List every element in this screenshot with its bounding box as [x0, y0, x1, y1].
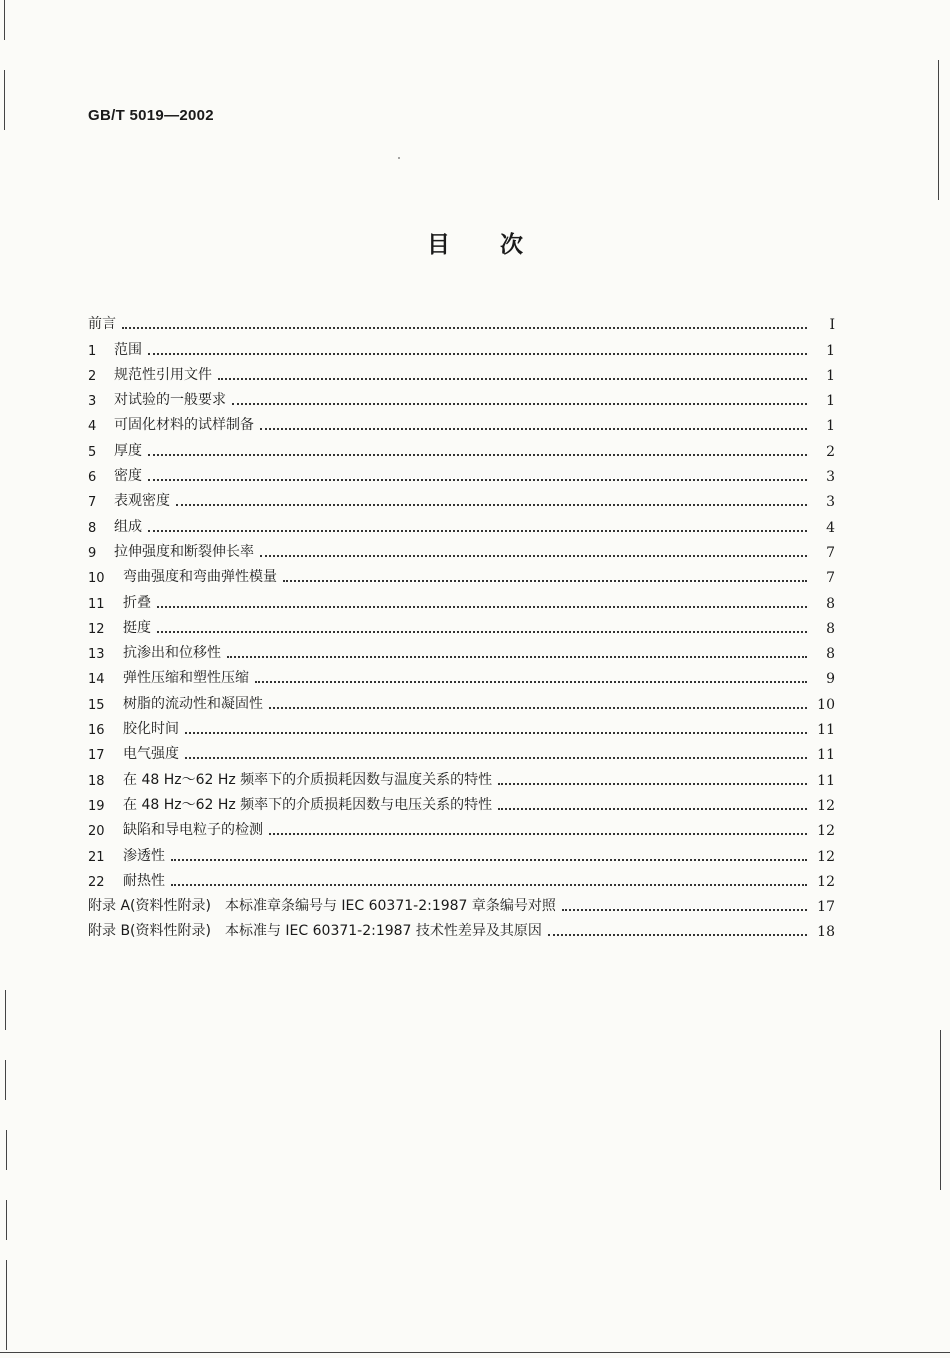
scan-edge-right — [938, 60, 939, 200]
toc-entry-number: 4 — [88, 419, 97, 435]
toc-entry[interactable] — [88, 763, 835, 788]
toc-entry-number: 7 — [88, 495, 97, 511]
toc-dot-leader — [260, 427, 807, 430]
toc-dot-leader — [283, 579, 807, 582]
toc-dot-leader — [148, 352, 807, 355]
toc-entry-page: 11 — [817, 722, 835, 739]
toc-entry[interactable] — [88, 485, 835, 510]
toc-entry[interactable] — [88, 536, 835, 561]
toc-entry-page: 3 — [826, 469, 835, 486]
toc-entry-label: 渗透性 — [123, 847, 165, 864]
toc-entry-label: 树脂的流动性和凝固性 — [123, 695, 263, 712]
toc-dot-leader — [157, 605, 807, 608]
toc-entry-label: 折叠 — [123, 594, 151, 611]
toc-dot-leader — [148, 478, 807, 481]
toc-entry-page: 8 — [826, 595, 835, 612]
toc-entry-page: 4 — [826, 519, 835, 536]
toc-entry[interactable] — [88, 789, 835, 814]
toc-entry[interactable] — [88, 333, 835, 358]
toc-entry-label: 范围 — [114, 341, 142, 358]
toc-dot-leader — [260, 554, 807, 557]
toc-entry-page: 8 — [826, 646, 835, 663]
toc-entry-label: 可固化材料的试样制备 — [114, 417, 254, 434]
toc-dot-leader — [498, 807, 807, 810]
toc-entry-number: 20 — [88, 824, 105, 840]
toc-entry-label: 前言 — [88, 316, 116, 333]
toc-entry-number: 19 — [88, 798, 105, 814]
toc-entry-label: 在 48 Hz～62 Hz 频率下的介质损耗因数与温度关系的特性 — [123, 771, 493, 788]
toc-entry[interactable] — [88, 561, 835, 586]
toc-dot-leader — [185, 756, 807, 759]
toc-entry-page: 12 — [817, 873, 835, 890]
toc-entry-number: 12 — [88, 621, 105, 637]
toc-entry-label: 弯曲强度和弯曲弹性模量 — [123, 569, 277, 586]
toc-entry[interactable] — [88, 713, 835, 738]
table-of-contents — [88, 308, 835, 940]
scan-edge-left — [4, 0, 5, 40]
toc-dot-leader — [562, 908, 807, 911]
toc-entry[interactable] — [88, 890, 835, 915]
toc-entry-page: 9 — [826, 671, 835, 688]
toc-entry-label: 弹性压缩和塑性压缩 — [123, 670, 249, 687]
toc-dot-leader — [171, 858, 807, 861]
toc-entry-label: 密度 — [114, 468, 142, 485]
toc-entry-page: 1 — [826, 418, 835, 435]
toc-entry-page: 2 — [826, 443, 835, 460]
toc-entry-number: 11 — [88, 596, 105, 612]
toc-dot-leader — [232, 402, 807, 405]
toc-entry-page: 17 — [817, 899, 835, 916]
toc-entry-number: 14 — [88, 672, 105, 688]
toc-entry-label: 组成 — [114, 518, 142, 535]
toc-dot-leader — [157, 630, 807, 633]
toc-dot-leader — [269, 706, 807, 709]
toc-dot-leader — [185, 731, 807, 734]
toc-dot-leader — [269, 832, 807, 835]
toc-entry-page: 12 — [817, 797, 835, 814]
standard-code: GB/T 5019—2002 — [88, 107, 214, 124]
toc-entry[interactable] — [88, 865, 835, 890]
toc-entry-label: 拉伸强度和断裂伸长率 — [114, 543, 254, 560]
toc-entry-page: 8 — [826, 620, 835, 637]
toc-entry[interactable] — [88, 637, 835, 662]
toc-entry[interactable] — [88, 738, 835, 763]
toc-entry-page: 1 — [826, 393, 835, 410]
toc-dot-leader — [498, 782, 807, 785]
toc-entry[interactable] — [88, 612, 835, 637]
toc-entry-label: 挺度 — [123, 619, 151, 636]
scan-edge-left — [4, 70, 5, 130]
toc-entry-number: 3 — [88, 394, 97, 410]
toc-entry-number: 1 — [88, 343, 97, 359]
toc-entry[interactable] — [88, 586, 835, 611]
toc-entry-page: 12 — [817, 848, 835, 865]
toc-entry-page: 3 — [826, 494, 835, 511]
toc-dot-leader — [255, 680, 807, 683]
title-char-2: 次 — [500, 232, 523, 258]
toc-entry-page: 11 — [817, 772, 835, 789]
toc-dot-leader — [148, 529, 807, 532]
toc-entry-page: 7 — [826, 544, 835, 561]
toc-entry-label: 附录 A(资料性附录) 本标准章条编号与 IEC 60371-2:1987 章条编号对照 — [88, 898, 556, 915]
page-title — [0, 226, 950, 259]
toc-entry-number: 17 — [88, 748, 105, 764]
toc-entry-page: 18 — [817, 924, 835, 941]
toc-entry-page: 11 — [817, 747, 835, 764]
toc-entry-label: 缺陷和导电粒子的检测 — [123, 822, 263, 839]
toc-entry-label: 耐热性 — [123, 872, 165, 889]
toc-entry-label: 规范性引用文件 — [114, 366, 212, 383]
toc-dot-leader — [227, 655, 807, 658]
toc-entry-number: 16 — [88, 723, 105, 739]
toc-dot-leader — [218, 377, 807, 380]
toc-entry-number: 22 — [88, 874, 105, 890]
toc-entry[interactable] — [88, 409, 835, 434]
toc-entry-number: 21 — [88, 849, 105, 865]
toc-entry-page: 12 — [817, 823, 835, 840]
scan-edge-right — [940, 1030, 941, 1190]
toc-entry-label: 表观密度 — [114, 493, 170, 510]
title-char-1: 目 — [427, 232, 450, 258]
toc-entry[interactable] — [88, 308, 835, 333]
toc-entry[interactable] — [88, 384, 835, 409]
scan-edge-bottom — [0, 1352, 950, 1353]
scan-edge-left — [6, 1130, 7, 1170]
toc-entry-number: 6 — [88, 470, 97, 486]
toc-entry-number: 10 — [88, 571, 105, 587]
scan-edge-left — [6, 1260, 7, 1350]
toc-entry[interactable] — [88, 814, 835, 839]
scan-edge-left — [5, 990, 6, 1030]
toc-entry-page: 1 — [826, 342, 835, 359]
toc-entry-number: 2 — [88, 368, 97, 384]
toc-entry[interactable] — [88, 359, 835, 384]
toc-entry-label: 抗渗出和位移性 — [123, 645, 221, 662]
toc-entry-label: 胶化时间 — [123, 721, 179, 738]
toc-entry-label: 电气强度 — [123, 746, 179, 763]
toc-entry[interactable] — [88, 510, 835, 535]
toc-entry[interactable] — [88, 662, 835, 687]
toc-entry-number: 5 — [88, 444, 97, 460]
toc-dot-leader — [122, 326, 807, 329]
toc-dot-leader — [148, 453, 807, 456]
toc-entry-number: 8 — [88, 520, 97, 536]
toc-entry-label: 在 48 Hz～62 Hz 频率下的介质损耗因数与电压关系的特性 — [123, 796, 493, 813]
toc-entry-number: 13 — [88, 647, 105, 663]
toc-entry-page: 1 — [826, 367, 835, 384]
toc-entry[interactable] — [88, 687, 835, 712]
toc-entry-label: 厚度 — [114, 442, 142, 459]
toc-entry[interactable] — [88, 839, 835, 864]
toc-entry-number: 18 — [88, 773, 105, 789]
toc-entry[interactable] — [88, 915, 835, 940]
toc-dot-leader — [548, 933, 807, 936]
toc-dot-leader — [176, 503, 807, 506]
toc-entry-page: 7 — [826, 570, 835, 587]
toc-entry-label: 对试验的一般要求 — [114, 392, 226, 409]
toc-entry[interactable] — [88, 434, 835, 459]
toc-entry-label: 附录 B(资料性附录) 本标准与 IEC 60371-2:1987 技术性差异及其原因 — [88, 923, 542, 940]
toc-entry[interactable] — [88, 460, 835, 485]
toc-entry-number: 9 — [88, 545, 97, 561]
scan-edge-left — [6, 1200, 7, 1240]
toc-dot-leader — [171, 883, 807, 886]
scan-edge-left — [5, 1060, 6, 1100]
scan-speck — [398, 157, 400, 159]
toc-entry-page: 10 — [817, 696, 835, 713]
toc-entry-page: I — [829, 317, 835, 334]
toc-entry-number: 15 — [88, 697, 105, 713]
